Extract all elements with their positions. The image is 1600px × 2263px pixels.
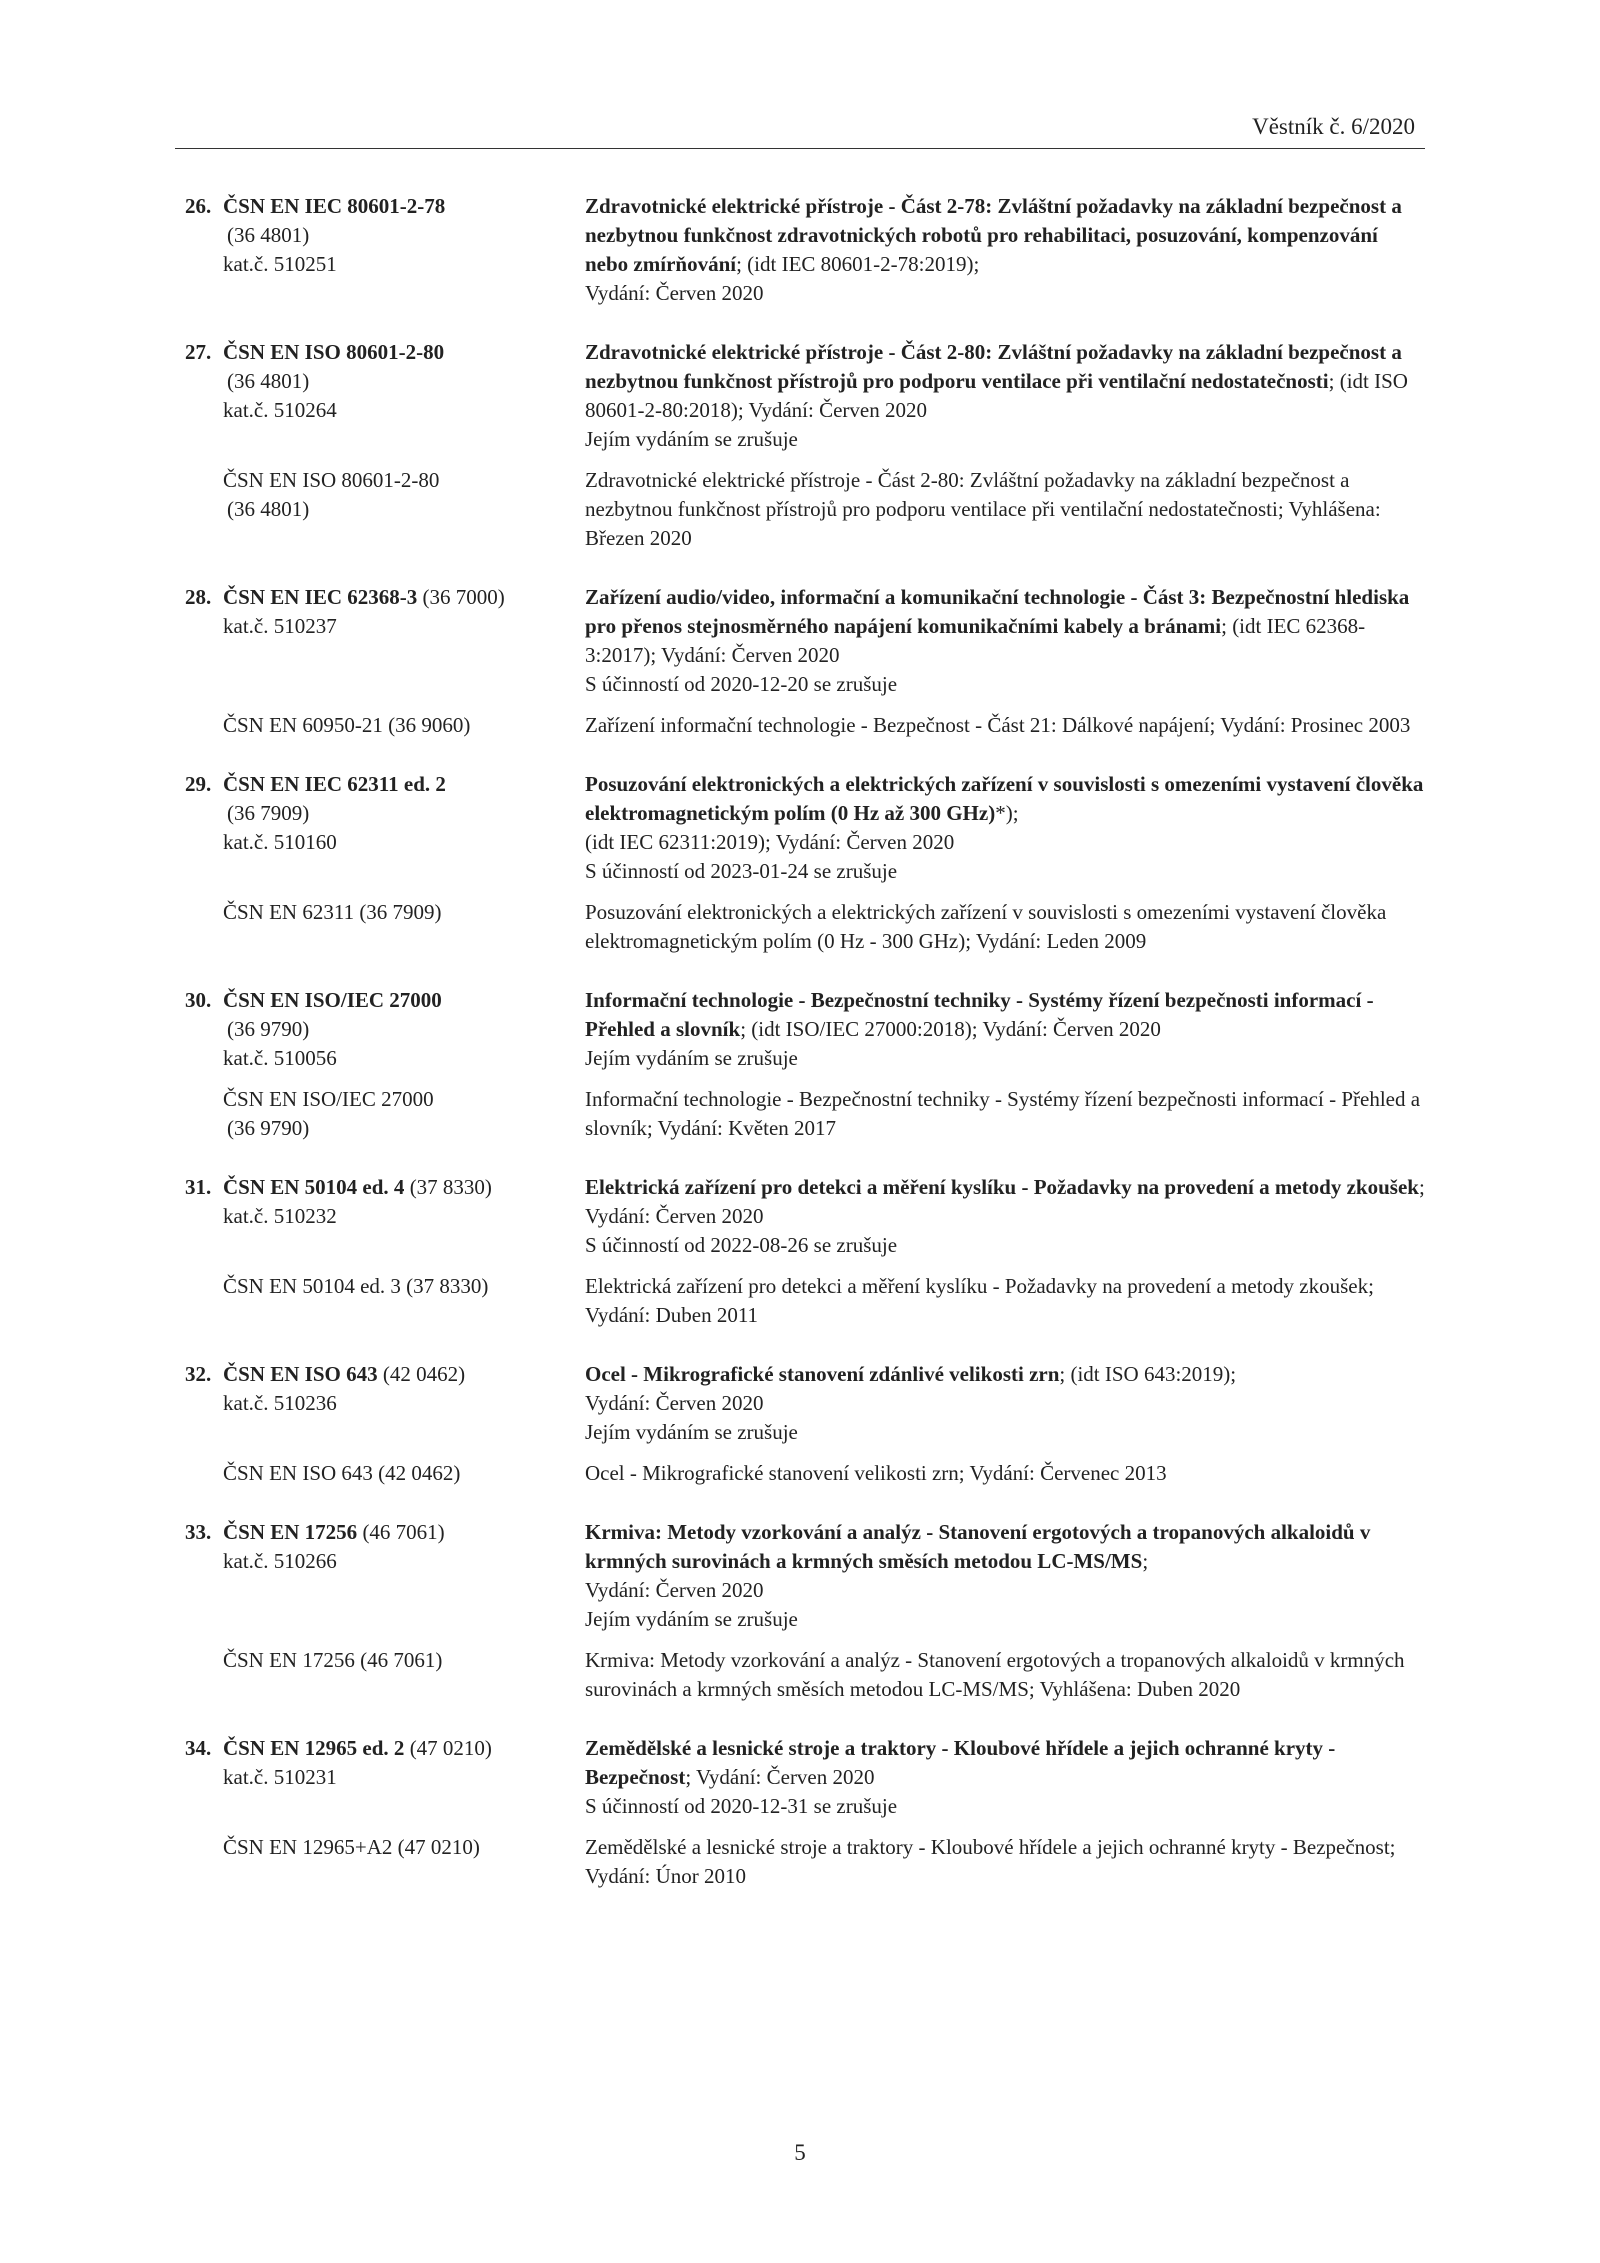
- replaced-identifier: [185, 1459, 585, 1488]
- issue-date: (idt IEC 62311:2019); Vydání: Červen 2020: [585, 830, 955, 854]
- issue-date: Vydání: Červen 2020: [585, 281, 764, 305]
- entry-description: [585, 1518, 1425, 1634]
- standard-code: ČSN EN ISO 643: [223, 1362, 378, 1386]
- entry-number: 31.: [185, 1175, 212, 1199]
- replacement-note: S účinností od 2020-12-20 se zrušuje: [585, 672, 898, 696]
- classification-code: (36 7000): [422, 585, 505, 609]
- entry-identifier: [185, 1360, 585, 1447]
- replaced-classification: (36 9790): [227, 1116, 310, 1140]
- issue-date: Vydání: Červen 2020: [585, 1578, 764, 1602]
- replaced-description: Zdravotnické elektrické přístroje - Část 2-80: Zvláštní požadavky na základní bezpečnost a nezbytnou funkčnost přístrojů pro podporu ventilace při ventilační nedostatečnosti; Vyhlášena: Březen 2020: [585, 468, 1381, 550]
- entry-number: 33.: [185, 1520, 212, 1544]
- entry-number: 27.: [185, 340, 212, 364]
- replaced-standard-code: ČSN EN 62311 (36 7909): [223, 900, 442, 924]
- classification-code: (36 4801): [227, 223, 310, 247]
- standard-code: ČSN EN IEC 62311 ed. 2: [223, 772, 446, 796]
- standard-ref: ; (idt IEC 62368-3:2017); Vydání: Červen 2020: [585, 614, 1366, 667]
- entry-26: [185, 192, 1425, 308]
- standard-title: Zdravotnické elektrické přístroje - Část 2-80: Zvláštní požadavky na základní bezpečnost a nezbytnou funkčnost přístrojů pro podporu ventilace při ventilační nedostatečnosti: [585, 340, 1402, 393]
- standard-ref: ; Vydání: Červen 2020: [585, 1175, 1425, 1228]
- standard-ref: ; (idt ISO/IEC 27000:2018); Vydání: Červen 2020: [740, 1017, 1161, 1041]
- replaced-identifier: [185, 1085, 585, 1143]
- standard-ref: ;: [1142, 1549, 1149, 1573]
- replaced-description: Zařízení informační technologie - Bezpečnost - Část 21: Dálkové napájení; Vydání: Prosinec 2003: [585, 713, 1411, 737]
- entry-34: [185, 1734, 1425, 1891]
- replaced-standard-code: ČSN EN 60950-21 (36 9060): [223, 713, 471, 737]
- standard-title: Elektrická zařízení pro detekci a měření kyslíku - Požadavky na provedení a metody zkoušek: [585, 1175, 1419, 1199]
- page-header: [175, 112, 1425, 149]
- standard-title: Zemědělské a lesnické stroje a traktory - Kloubové hřídele a jejich ochranné kryty - Bezpečnost: [585, 1736, 1336, 1789]
- replacement-note: S účinností od 2023-01-24 se zrušuje: [585, 859, 898, 883]
- replacement-note: Jejím vydáním se zrušuje: [585, 1420, 798, 1444]
- entry-description: [585, 986, 1425, 1073]
- replaced-description: Zemědělské a lesnické stroje a traktory - Kloubové hřídele a jejich ochranné kryty - Bezpečnost; Vydání: Únor 2010: [585, 1835, 1396, 1888]
- replacement-note: Jejím vydáním se zrušuje: [585, 1046, 798, 1070]
- standard-ref: ; Vydání: Červen 2020: [685, 1765, 875, 1789]
- replaced-standard-code: ČSN EN 50104 ed. 3 (37 8330): [223, 1274, 489, 1298]
- entry-number: 34.: [185, 1736, 212, 1760]
- standards-list: [185, 192, 1425, 1921]
- catalog-number: kat.č. 510232: [223, 1204, 337, 1228]
- classification-code: (36 9790): [227, 1017, 310, 1041]
- classification-code: (47 0210): [409, 1736, 492, 1760]
- catalog-number: kat.č. 510160: [223, 830, 337, 854]
- entry-description: [585, 583, 1425, 699]
- replaced-identifier: [185, 466, 585, 553]
- replaced-standard-code: ČSN EN ISO 80601-2-80: [223, 468, 440, 492]
- standard-code: ČSN EN ISO 80601-2-80: [223, 340, 445, 364]
- entry-identifier: [185, 583, 585, 699]
- standard-ref: *);: [995, 801, 1019, 825]
- standard-title: Posuzování elektronických a elektrických zařízení v souvislosti s omezeními vystavení člověka elektromagnetickým polím (0 Hz až 300 GHz): [585, 772, 1424, 825]
- entry-description: [585, 1360, 1425, 1447]
- entry-number: 28.: [185, 585, 212, 609]
- entry-32: [185, 1360, 1425, 1488]
- standard-title: Ocel - Mikrografické stanovení zdánlivé velikosti zrn: [585, 1362, 1060, 1386]
- standard-ref: ; (idt ISO 80601-2-80:2018); Vydání: Červen 2020: [585, 369, 1408, 422]
- catalog-number: kat.č. 510231: [223, 1765, 337, 1789]
- entry-30: [185, 986, 1425, 1143]
- entry-number: 26.: [185, 194, 212, 218]
- catalog-number: kat.č. 510264: [223, 398, 337, 422]
- catalog-number: kat.č. 510251: [223, 252, 337, 276]
- entry-identifier: [185, 192, 585, 308]
- entry-33: [185, 1518, 1425, 1704]
- entry-27: [185, 338, 1425, 553]
- replaced-description: Informační technologie - Bezpečnostní techniky - Systémy řízení bezpečnosti informací - Přehled a slovník; Vydání: Květen 2017: [585, 1087, 1421, 1140]
- replaced-identifier: [185, 711, 585, 740]
- catalog-number: kat.č. 510236: [223, 1391, 337, 1415]
- entry-identifier: [185, 1173, 585, 1260]
- replaced-identifier: [185, 898, 585, 956]
- replacement-note: S účinností od 2020-12-31 se zrušuje: [585, 1794, 898, 1818]
- entry-description: [585, 770, 1425, 886]
- standard-ref: ; (idt IEC 80601-2-78:2019);: [736, 252, 980, 276]
- replaced-description: Posuzování elektronických a elektrických zařízení v souvislosti s omezeními vystavení člověka elektromagnetickým polím (0 Hz - 300 GHz); Vydání: Leden 2009: [585, 900, 1387, 953]
- entry-description: [585, 1734, 1425, 1821]
- replaced-description: Ocel - Mikrografické stanovení velikosti zrn; Vydání: Červenec 2013: [585, 1461, 1167, 1485]
- classification-code: (36 4801): [227, 369, 310, 393]
- standard-title: Zařízení audio/video, informační a komunikační technologie - Část 3: Bezpečnostní hlediska pro přenos stejnosměrného napájení komunikačními kabely a bránami: [585, 585, 1410, 638]
- issue-date: Vydání: Červen 2020: [585, 1391, 764, 1415]
- replaced-identifier: [185, 1646, 585, 1704]
- standard-code: ČSN EN IEC 62368-3: [223, 585, 418, 609]
- entry-31: [185, 1173, 1425, 1330]
- standard-code: ČSN EN 17256: [223, 1520, 358, 1544]
- entry-identifier: [185, 770, 585, 886]
- classification-code: (37 8330): [409, 1175, 492, 1199]
- standard-ref: ; (idt ISO 643:2019);: [1059, 1362, 1237, 1386]
- catalog-number: kat.č. 510266: [223, 1549, 337, 1573]
- replaced-description: Elektrická zařízení pro detekci a měření kyslíku - Požadavky na provedení a metody zkoušek; Vydání: Duben 2011: [585, 1274, 1374, 1327]
- entry-description: [585, 338, 1425, 454]
- replaced-identifier: [185, 1272, 585, 1330]
- entry-number: 30.: [185, 988, 212, 1012]
- entry-identifier: [185, 338, 585, 454]
- replaced-standard-code: ČSN EN 17256 (46 7061): [223, 1648, 443, 1672]
- page-number: 5: [794, 2140, 806, 2165]
- entry-identifier: [185, 1518, 585, 1634]
- entry-description: [585, 192, 1425, 308]
- entry-number: 32.: [185, 1362, 212, 1386]
- bulletin-title: Věstník č. 6/2020: [1252, 114, 1415, 139]
- standard-code: ČSN EN 50104 ed. 4: [223, 1175, 405, 1199]
- classification-code: (36 7909): [227, 801, 310, 825]
- classification-code: (46 7061): [362, 1520, 445, 1544]
- standard-code: ČSN EN 12965 ed. 2: [223, 1736, 405, 1760]
- replacement-note: Jejím vydáním se zrušuje: [585, 427, 798, 451]
- entry-identifier: [185, 986, 585, 1073]
- replaced-standard-code: ČSN EN ISO/IEC 27000: [223, 1087, 434, 1111]
- replacement-note: Jejím vydáním se zrušuje: [585, 1607, 798, 1631]
- replaced-classification: (36 4801): [227, 497, 310, 521]
- standard-code: ČSN EN IEC 80601-2-78: [223, 194, 446, 218]
- catalog-number: kat.č. 510237: [223, 614, 337, 638]
- entry-number: 29.: [185, 772, 212, 796]
- replaced-identifier: [185, 1833, 585, 1891]
- replaced-standard-code: ČSN EN 12965+A2 (47 0210): [223, 1835, 480, 1859]
- entry-29: [185, 770, 1425, 956]
- classification-code: (42 0462): [382, 1362, 466, 1386]
- entry-description: [585, 1173, 1425, 1260]
- standard-title: Zdravotnické elektrické přístroje - Část 2-78: Zvláštní požadavky na základní bezpečnost a nezbytnou funkčnost zdravotnických robotů pro rehabilitaci, posuzování, kompenzování nebo zmírňování: [585, 194, 1402, 276]
- entry-identifier: [185, 1734, 585, 1821]
- entry-28: [185, 583, 1425, 740]
- catalog-number: kat.č. 510056: [223, 1046, 337, 1070]
- standard-code: ČSN EN ISO/IEC 27000: [223, 988, 442, 1012]
- replacement-note: S účinností od 2022-08-26 se zrušuje: [585, 1233, 898, 1257]
- replaced-description: Krmiva: Metody vzorkování a analýz - Stanovení ergotových a tropanových alkaloidů v krmných surovinách a krmných směsích metodou LC-MS/MS; Vyhlášena: Duben 2020: [585, 1648, 1405, 1701]
- standard-title: Informační technologie - Bezpečnostní techniky - Systémy řízení bezpečnosti informací - Přehled a slovník: [585, 988, 1374, 1041]
- replaced-standard-code: ČSN EN ISO 643 (42 0462): [223, 1461, 461, 1485]
- standard-title: Krmiva: Metody vzorkování a analýz - Stanovení ergotových a tropanových alkaloidů v krmných surovinách a krmných směsích metodou LC-MS/MS: [585, 1520, 1371, 1573]
